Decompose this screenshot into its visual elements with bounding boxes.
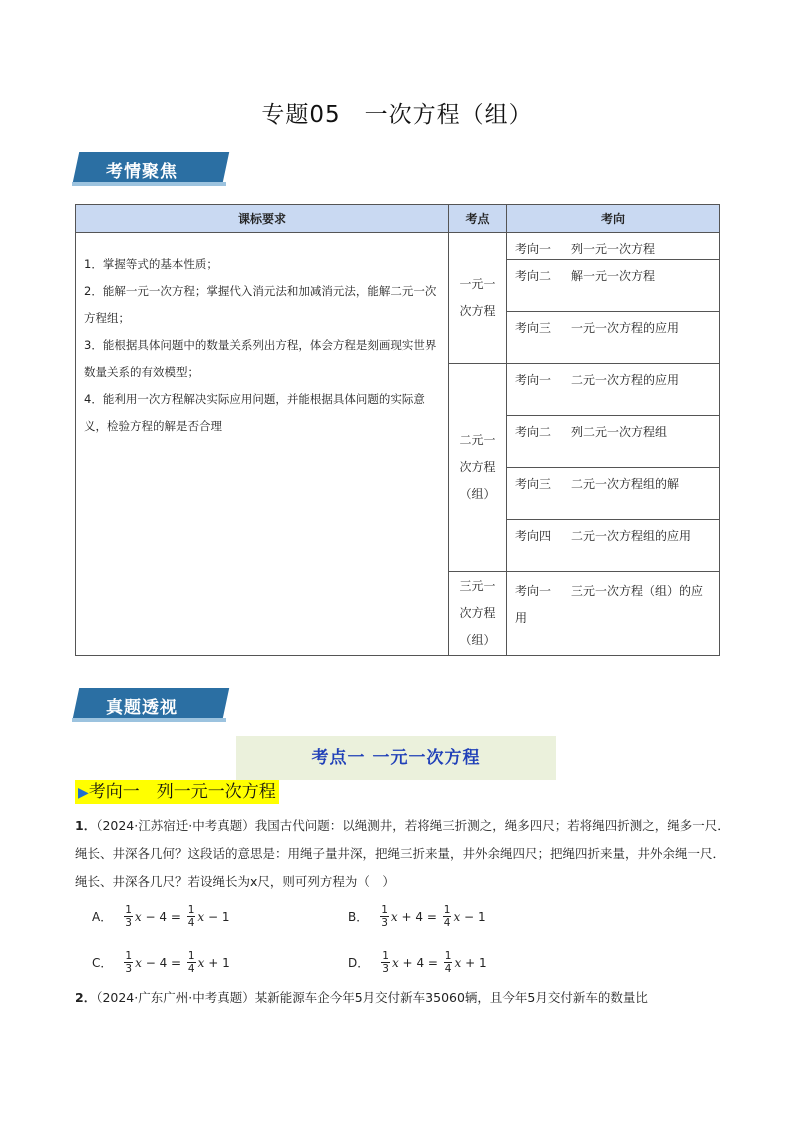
requirement-item: 4．能利用一次方程解决实际应用问题，并能根据具体问题的实际意义，检验方程的解是否合理 <box>84 392 425 433</box>
constant: 1 <box>478 955 487 970</box>
direction-text: 二元一次方程的应用 <box>571 373 680 387</box>
constant: 1 <box>477 909 486 924</box>
option-c[interactable]: C． $\frac{1}{3}$ x − 4 = $\frac{1}{4}$ x + 1 <box>92 950 230 975</box>
direction-tag: 考向二 <box>515 269 552 283</box>
point-label: 二元一次方程（组） <box>459 433 496 501</box>
requirement-item: 2．能解一元一次方程；掌握代入消元法和加减消元法，能解二元一次方程组； <box>84 284 437 325</box>
direction-text: 三元一次方程（组）的应用 <box>515 584 704 625</box>
fraction-one-third: $\frac{1}{3}$ <box>125 950 133 975</box>
direction-heading-text: 考向一 列一元一次方程 <box>88 782 276 802</box>
point-label: 一元一次方程 <box>459 277 496 318</box>
operator: − <box>464 909 475 924</box>
kaodian-heading: 考点一 一元一次方程 <box>236 736 556 780</box>
question-source: （2024·江苏宿迁·中考真题） <box>96 818 255 833</box>
question-2 <box>75 984 735 1012</box>
col-header-points: 考点 <box>449 205 507 233</box>
direction-text: 二元一次方程组的应用 <box>571 529 692 543</box>
option-a[interactable]: A． $\frac{1}{3}$ x − 4 = $\frac{1}{4}$ x − 1 <box>92 904 230 929</box>
question-1 <box>75 812 735 896</box>
operator: + <box>402 955 413 970</box>
question-text: 我国古代问题：以绳测井，若将绳三折测之，绳多四尺；若将绳四折测之，绳多一尺．绳长、井深各几何？这段话的意思是：用绳子量井深，把绳三折来量，井外余绳四尺；把绳四折来量，井外余绳一尺．绳长、井深各几尺？若设绳长为x尺，则可列方程为（ ） <box>75 818 730 889</box>
point-cell <box>449 233 507 364</box>
direction-cell <box>507 416 720 468</box>
direction-cell <box>507 233 720 260</box>
fraction-one-quarter: $\frac{1}{4}$ <box>187 904 195 929</box>
operator: + <box>208 955 219 970</box>
fraction-one-quarter: $\frac{1}{4}$ <box>187 950 195 975</box>
section-banner-view <box>72 684 228 726</box>
direction-tag: 考向四 <box>515 529 552 543</box>
fraction-one-quarter: $\frac{1}{4}$ <box>444 950 452 975</box>
direction-tag: 考向一 <box>515 373 552 387</box>
point-cell <box>449 364 507 572</box>
constant: 4 <box>159 909 168 924</box>
option-label: D． <box>348 956 370 970</box>
operator: + <box>465 955 476 970</box>
fraction-one-third: $\frac{1}{3}$ <box>125 904 132 929</box>
section-banner-focus <box>72 148 228 190</box>
direction-text: 二元一次方程组的解 <box>571 477 680 491</box>
banner-label: 真题透视 <box>106 698 178 718</box>
question-source: （2024·广东广州·中考真题） <box>96 990 255 1005</box>
col-header-directions: 考向 <box>507 205 720 233</box>
constant: 4 <box>415 909 424 924</box>
direction-cell <box>507 260 720 312</box>
question-number: 2． <box>75 990 97 1005</box>
constant: 1 <box>222 955 230 970</box>
banner-label: 考情聚焦 <box>106 162 178 182</box>
direction-tag: 考向三 <box>515 321 552 335</box>
direction-text: 列一元一次方程 <box>571 242 656 256</box>
question-text: 某新能源车企今年5月交付新车35060辆，且今年5月交付新车的数量比 <box>254 990 648 1005</box>
fraction-one-third: $\frac{1}{3}$ <box>381 904 388 929</box>
question-number: 1． <box>75 818 97 833</box>
option-d[interactable]: D． $\frac{1}{3}$ x + 4 = $\frac{1}{4}$ x + 1 <box>348 950 487 975</box>
direction-cell <box>507 312 720 364</box>
col-header-requirements: 课标要求 <box>76 205 449 233</box>
direction-tag: 考向三 <box>515 477 552 491</box>
point-label: 三元一次方程（组） <box>459 579 496 647</box>
direction-tag: 考向一 <box>515 584 552 598</box>
option-label: A． <box>92 910 113 924</box>
constant: 4 <box>159 955 168 970</box>
option-label: B． <box>348 910 369 924</box>
direction-cell <box>507 572 720 656</box>
direction-text: 列二元一次方程组 <box>571 425 668 439</box>
operator: + <box>401 909 412 924</box>
triangle-icon: ▶ <box>78 785 89 801</box>
syllabus-table <box>75 204 720 656</box>
direction-cell <box>507 364 720 416</box>
option-label: C． <box>92 956 113 970</box>
direction-heading <box>75 780 279 804</box>
page-title: 专题05 一次方程（组） <box>261 102 533 128</box>
requirements-cell <box>76 233 449 656</box>
point-cell <box>449 572 507 656</box>
requirement-item: 1．掌握等式的基本性质； <box>84 257 218 271</box>
fraction-one-third: $\frac{1}{3}$ <box>382 950 389 975</box>
operator: − <box>145 955 156 970</box>
operator: − <box>208 909 219 924</box>
operator: − <box>145 909 156 924</box>
direction-tag: 考向二 <box>515 425 552 439</box>
direction-text: 解一元一次方程 <box>571 269 656 283</box>
direction-text: 一元一次方程的应用 <box>571 321 680 335</box>
fraction-one-quarter: $\frac{1}{4}$ <box>443 904 451 929</box>
direction-cell <box>507 520 720 572</box>
direction-cell <box>507 468 720 520</box>
direction-tag: 考向一 <box>515 242 552 256</box>
constant: 1 <box>221 909 230 924</box>
constant: 4 <box>416 955 425 970</box>
option-b[interactable]: B． $\frac{1}{3}$ x + 4 = $\frac{1}{4}$ x − 1 <box>348 904 486 929</box>
requirement-item: 3．能根据具体问题中的数量关系列出方程，体会方程是刻画现实世界数量关系的有效模型； <box>84 338 437 379</box>
